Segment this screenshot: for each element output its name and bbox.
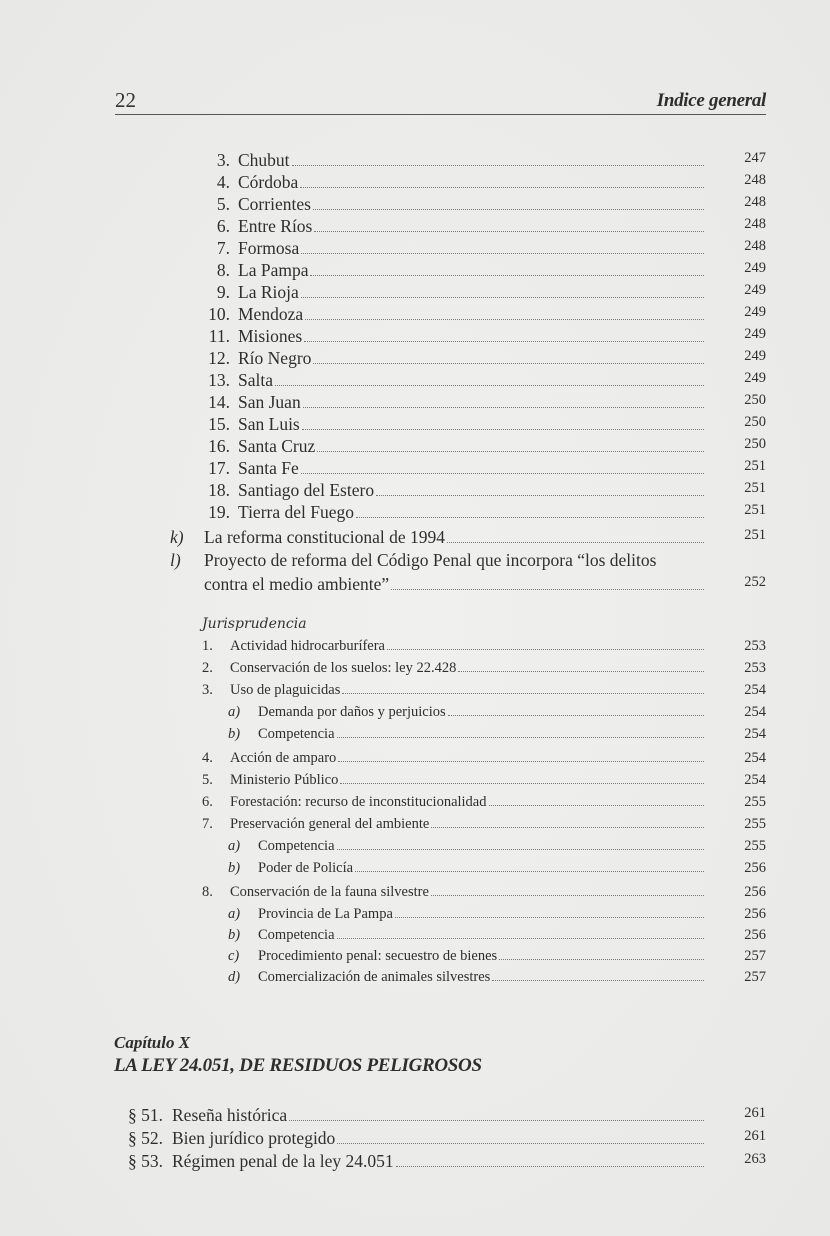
toc-entry[interactable] bbox=[202, 884, 766, 906]
dot-leader bbox=[313, 209, 704, 210]
dot-leader bbox=[301, 473, 704, 474]
toc-entry[interactable] bbox=[228, 704, 766, 726]
entry-page: 247 bbox=[744, 150, 766, 166]
entry-page: 249 bbox=[744, 260, 766, 276]
entry-number: 16. bbox=[208, 436, 230, 456]
entry-label: La Rioja bbox=[238, 282, 299, 302]
toc-entry[interactable] bbox=[202, 682, 766, 704]
entry-letter: a) bbox=[228, 704, 241, 720]
entry-page: 256 bbox=[744, 927, 766, 943]
toc-entry[interactable] bbox=[202, 638, 766, 660]
toc-entry[interactable] bbox=[128, 1105, 766, 1127]
dot-leader bbox=[342, 693, 704, 694]
entry-number: 19. bbox=[208, 502, 230, 522]
entry-letter: c) bbox=[228, 948, 240, 964]
toc-entry[interactable] bbox=[128, 1151, 766, 1173]
entry-page: 255 bbox=[744, 838, 766, 854]
entry-number: 10. bbox=[208, 304, 230, 324]
toc-entry[interactable] bbox=[200, 238, 766, 260]
entry-page: 250 bbox=[744, 392, 766, 408]
entry-number: 7. bbox=[202, 816, 213, 832]
entry-page: 257 bbox=[744, 948, 766, 964]
toc-entry[interactable] bbox=[200, 326, 766, 348]
toc-entry[interactable] bbox=[228, 860, 766, 882]
entry-label: Santa Cruz bbox=[238, 436, 316, 456]
toc-entry[interactable] bbox=[200, 414, 766, 436]
entry-label-line1: Proyecto de reforma del Código Penal que incorpora “los delitos bbox=[204, 550, 657, 570]
entry-number: 8. bbox=[216, 260, 230, 280]
entry-page: 263 bbox=[744, 1151, 766, 1167]
entry-page: 255 bbox=[744, 816, 766, 832]
entry-number: 15. bbox=[208, 414, 230, 434]
entry-label: San Luis bbox=[238, 414, 300, 434]
entry-page: 249 bbox=[744, 326, 766, 342]
dot-leader bbox=[340, 783, 704, 784]
section-number: § 51. bbox=[128, 1105, 163, 1125]
toc-entry[interactable] bbox=[202, 794, 766, 816]
entry-label: Competencia bbox=[258, 838, 335, 854]
entry-number: 7. bbox=[216, 238, 230, 258]
entry-page: 249 bbox=[744, 282, 766, 298]
entry-label: Ministerio Público bbox=[230, 772, 339, 788]
entry-label: Forestación: recurso de inconstitucionalidad bbox=[230, 794, 487, 810]
entry-label: La Pampa bbox=[238, 260, 309, 280]
toc-entry[interactable] bbox=[200, 502, 766, 524]
toc-entry[interactable] bbox=[200, 392, 766, 414]
section-title: Indice general bbox=[656, 90, 766, 111]
entry-label: Tierra del Fuego bbox=[238, 502, 355, 522]
entry-number: 6. bbox=[216, 216, 230, 236]
entry-number: 17. bbox=[208, 458, 230, 478]
dot-leader bbox=[275, 385, 704, 386]
dot-leader bbox=[313, 363, 704, 364]
entry-page: 251 bbox=[744, 480, 766, 496]
dot-leader bbox=[301, 253, 704, 254]
dot-leader bbox=[289, 1120, 704, 1121]
entry-label: Uso de plaguicidas bbox=[230, 682, 341, 698]
entry-page: 254 bbox=[744, 772, 766, 788]
toc-entry[interactable] bbox=[200, 172, 766, 194]
dot-leader bbox=[302, 429, 704, 430]
entry-page: 249 bbox=[744, 304, 766, 320]
dot-leader bbox=[489, 805, 705, 806]
toc-entry[interactable] bbox=[228, 969, 766, 991]
entry-number: 3. bbox=[216, 150, 230, 170]
entry-page: 248 bbox=[744, 172, 766, 188]
entry-label: contra el medio ambiente” bbox=[204, 574, 390, 594]
entry-number: 11. bbox=[208, 326, 230, 346]
dot-leader bbox=[337, 737, 704, 738]
dot-leader bbox=[431, 895, 704, 896]
dot-leader bbox=[305, 319, 704, 320]
entry-number: 14. bbox=[208, 392, 230, 412]
entry-label: Régimen penal de la ley 24.051 bbox=[172, 1151, 394, 1171]
dot-leader bbox=[292, 165, 704, 166]
entry-letter: b) bbox=[228, 726, 241, 742]
entry-label: Conservación de los suelos: ley 22.428 bbox=[230, 660, 457, 676]
dot-leader bbox=[304, 341, 704, 342]
dot-leader bbox=[447, 542, 704, 543]
toc-entry[interactable] bbox=[200, 304, 766, 326]
entry-number: 4. bbox=[202, 750, 213, 766]
running-header bbox=[115, 88, 766, 115]
entry-page: 253 bbox=[744, 638, 766, 654]
entry-label: Poder de Policía bbox=[258, 860, 354, 876]
dot-leader bbox=[396, 1166, 704, 1167]
toc-entry[interactable] bbox=[170, 527, 766, 549]
dot-leader bbox=[314, 231, 704, 232]
toc-entry[interactable] bbox=[200, 282, 766, 304]
entry-label: Chubut bbox=[238, 150, 290, 170]
toc-entry[interactable] bbox=[202, 816, 766, 838]
toc-entry[interactable] bbox=[228, 948, 766, 970]
entry-page: 254 bbox=[744, 726, 766, 742]
entry-label: Corrientes bbox=[238, 194, 311, 214]
entry-number: 6. bbox=[202, 794, 213, 810]
entry-page: 249 bbox=[744, 370, 766, 386]
dot-leader bbox=[431, 827, 704, 828]
entry-page: 251 bbox=[744, 458, 766, 474]
entry-page: 254 bbox=[744, 750, 766, 766]
dot-leader bbox=[337, 849, 704, 850]
entry-letter: a) bbox=[228, 906, 241, 922]
dot-leader bbox=[391, 589, 704, 590]
toc-entry[interactable] bbox=[202, 750, 766, 772]
entry-number: 9. bbox=[216, 282, 230, 302]
entry-label: Procedimiento penal: secuestro de bienes bbox=[258, 948, 498, 964]
toc-entry[interactable] bbox=[200, 216, 766, 238]
entry-number: 1. bbox=[202, 638, 213, 654]
dot-leader bbox=[355, 871, 704, 872]
entry-label: Conservación de la fauna silvestre bbox=[230, 884, 429, 900]
toc-entry[interactable] bbox=[200, 348, 766, 370]
entry-label: Competencia bbox=[258, 726, 335, 742]
entry-number: 5. bbox=[216, 194, 230, 214]
entry-label: Córdoba bbox=[238, 172, 299, 192]
entry-number: 12. bbox=[208, 348, 230, 368]
entry-label: Provincia de La Pampa bbox=[258, 906, 393, 922]
section-number: § 52. bbox=[128, 1128, 163, 1148]
entry-label: Competencia bbox=[258, 927, 335, 943]
dot-leader bbox=[376, 495, 704, 496]
entry-page: 248 bbox=[744, 194, 766, 210]
entry-page: 254 bbox=[744, 704, 766, 720]
entry-page: 249 bbox=[744, 348, 766, 364]
toc-entry[interactable] bbox=[202, 660, 766, 682]
entry-label: Preservación general del ambiente bbox=[230, 816, 430, 832]
toc-entry[interactable] bbox=[200, 480, 766, 502]
entry-label: Comercialización de animales silvestres bbox=[258, 969, 491, 985]
entry-page: 248 bbox=[744, 238, 766, 254]
entry-number: 5. bbox=[202, 772, 213, 788]
toc-entry[interactable] bbox=[128, 1128, 766, 1150]
dot-leader bbox=[310, 275, 704, 276]
entry-number: 3. bbox=[202, 682, 213, 698]
entry-letter: k) bbox=[170, 527, 184, 547]
toc-entry[interactable] bbox=[170, 574, 766, 596]
entry-page: 254 bbox=[744, 682, 766, 698]
entry-letter: b) bbox=[228, 927, 241, 943]
dot-leader bbox=[458, 671, 704, 672]
toc-entry[interactable] bbox=[228, 927, 766, 949]
dot-leader bbox=[301, 297, 704, 298]
dot-leader bbox=[317, 451, 704, 452]
entry-label: Río Negro bbox=[238, 348, 312, 368]
entry-label: San Juan bbox=[238, 392, 301, 412]
dot-leader bbox=[300, 187, 704, 188]
entry-page: 253 bbox=[744, 660, 766, 676]
entry-page: 250 bbox=[744, 436, 766, 452]
entry-page: 261 bbox=[744, 1105, 766, 1121]
entry-page: 255 bbox=[744, 794, 766, 810]
entry-number: 2. bbox=[202, 660, 213, 676]
page-number: 22 bbox=[115, 88, 136, 112]
entry-page: 251 bbox=[744, 502, 766, 518]
dot-leader bbox=[395, 917, 704, 918]
chapter-label: Capítulo X bbox=[114, 1033, 191, 1052]
toc-entry[interactable] bbox=[228, 726, 766, 748]
dot-leader bbox=[448, 715, 704, 716]
entry-label: Mendoza bbox=[238, 304, 304, 324]
entry-number: 13. bbox=[208, 370, 230, 390]
dot-leader bbox=[492, 980, 704, 981]
dot-leader bbox=[337, 938, 704, 939]
entry-page: 251 bbox=[744, 527, 766, 543]
toc-entry[interactable] bbox=[200, 436, 766, 458]
dot-leader bbox=[337, 1143, 704, 1144]
entry-label: Santiago del Estero bbox=[238, 480, 375, 500]
toc-entry[interactable] bbox=[200, 150, 766, 172]
entry-label: Santa Fe bbox=[238, 458, 299, 478]
toc-entry[interactable] bbox=[200, 260, 766, 282]
entry-page: 261 bbox=[744, 1128, 766, 1144]
jurisprudencia-heading: Jurisprudencia bbox=[202, 616, 307, 632]
entry-page: 256 bbox=[744, 884, 766, 900]
entry-label: Formosa bbox=[238, 238, 300, 258]
entry-page: 256 bbox=[744, 906, 766, 922]
entry-page: 252 bbox=[744, 574, 766, 590]
toc-entry-line[interactable] bbox=[170, 550, 656, 571]
dot-leader bbox=[338, 761, 704, 762]
entry-letter: b) bbox=[228, 860, 241, 876]
entry-label: Reseña histórica bbox=[172, 1105, 288, 1125]
entry-letter: d) bbox=[228, 969, 241, 985]
entry-label: Actividad hidrocarburífera bbox=[230, 638, 385, 654]
entry-number: 8. bbox=[202, 884, 213, 900]
entry-page: 256 bbox=[744, 860, 766, 876]
toc-entry[interactable] bbox=[202, 772, 766, 794]
toc-entry[interactable] bbox=[228, 838, 766, 860]
entry-label: Bien jurídico protegido bbox=[172, 1128, 336, 1148]
entry-label: La reforma constitucional de 1994 bbox=[204, 527, 446, 547]
entry-letter: l) bbox=[170, 550, 181, 570]
entry-number: 18. bbox=[208, 480, 230, 500]
dot-leader bbox=[356, 517, 704, 518]
section-number: § 53. bbox=[128, 1151, 163, 1171]
toc-entry[interactable] bbox=[200, 194, 766, 216]
toc-entry[interactable] bbox=[200, 458, 766, 480]
entry-letter: a) bbox=[228, 838, 241, 854]
entry-page: 250 bbox=[744, 414, 766, 430]
entry-page: 248 bbox=[744, 216, 766, 232]
entry-label: Demanda por daños y perjuicios bbox=[258, 704, 446, 720]
dot-leader bbox=[303, 407, 704, 408]
entry-label: Entre Ríos bbox=[238, 216, 313, 236]
entry-label: Salta bbox=[238, 370, 273, 390]
dot-leader bbox=[499, 959, 704, 960]
entry-page: 257 bbox=[744, 969, 766, 985]
entry-number: 4. bbox=[216, 172, 230, 192]
entry-label: Misiones bbox=[238, 326, 303, 346]
dot-leader bbox=[387, 649, 704, 650]
chapter-title[interactable]: LA LEY 24.051, DE RESIDUOS PELIGROSOS bbox=[114, 1055, 482, 1076]
toc-entry[interactable] bbox=[228, 906, 766, 928]
toc-entry[interactable] bbox=[200, 370, 766, 392]
entry-label: Acción de amparo bbox=[230, 750, 337, 766]
